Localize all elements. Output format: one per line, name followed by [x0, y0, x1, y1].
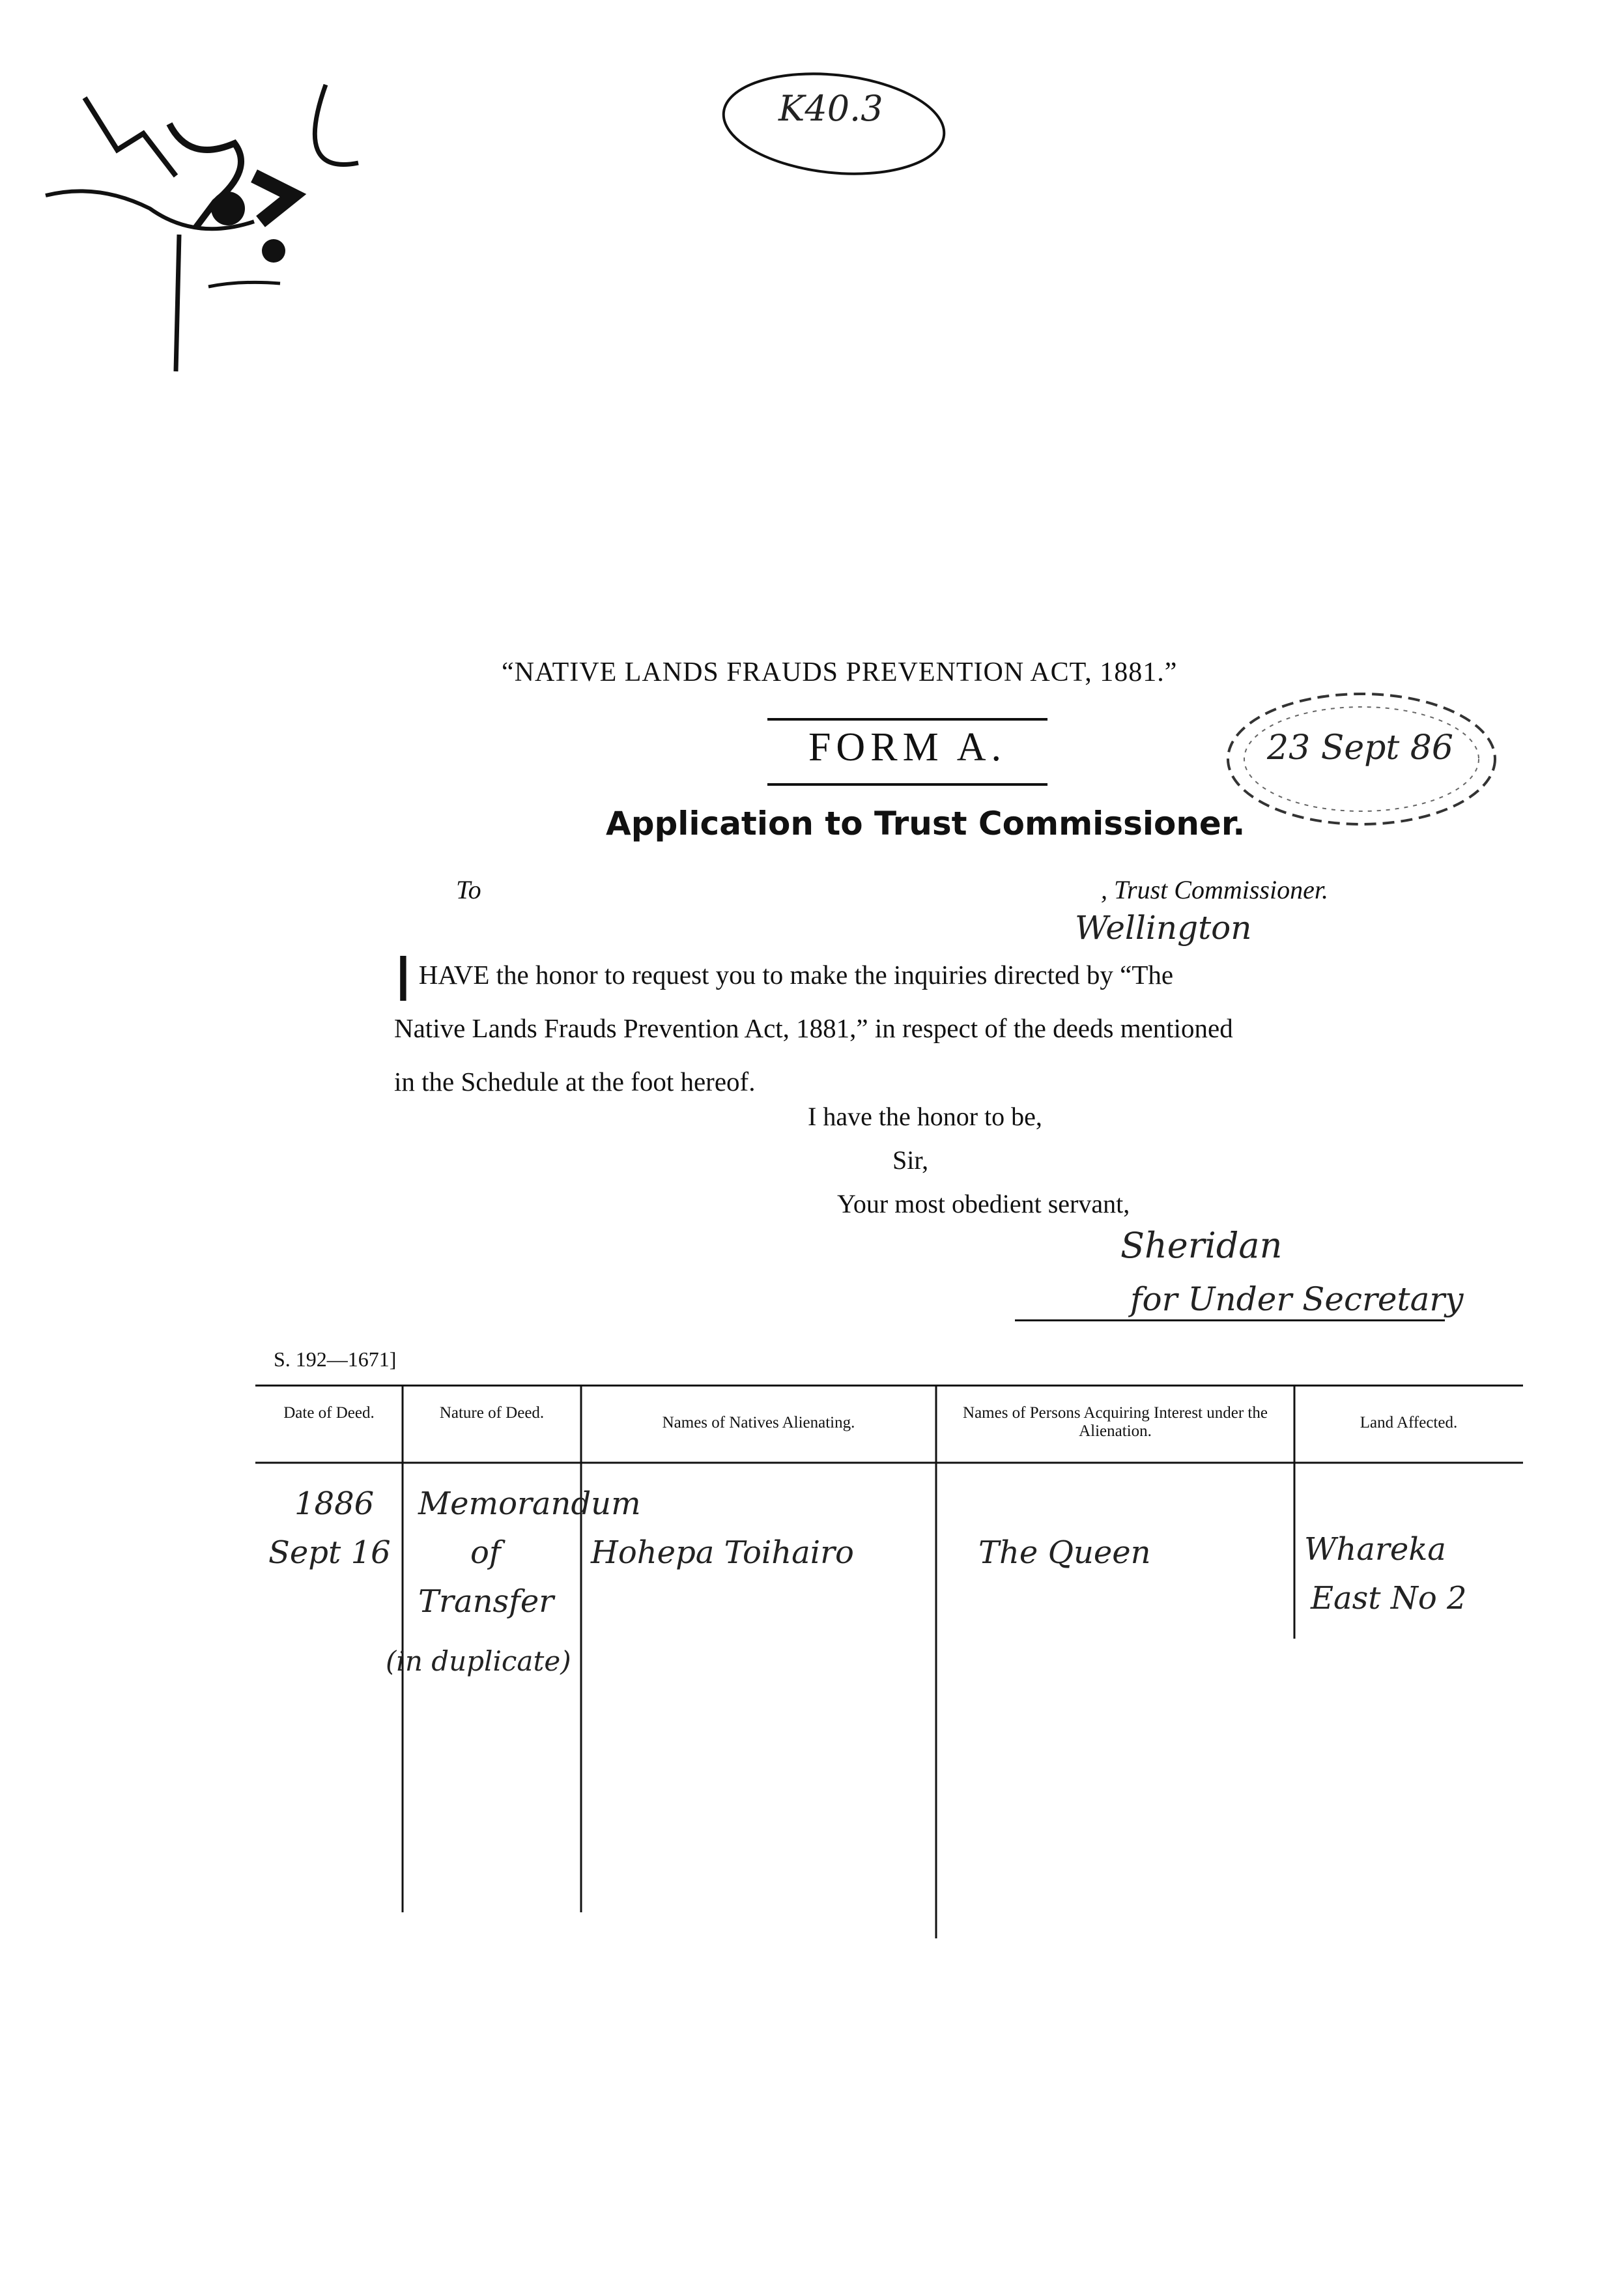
stamp-date: 23 Sept 86 [1267, 728, 1453, 768]
trust-commissioner-label: , Trust Commissioner. [1101, 875, 1328, 904]
cell-land-line-1: Whareka [1304, 1531, 1446, 1568]
cell-nature-line-3: Transfer [418, 1583, 554, 1620]
closing-line-1: I have the honor to be, [808, 1102, 1042, 1131]
body-paragraph [394, 942, 1423, 1108]
to-label: To [456, 875, 481, 904]
signature-name: Sheridan [1120, 1225, 1283, 1266]
closing-line-3: Your most obedient servant, [837, 1189, 1130, 1218]
cell-date-year: 1886 [294, 1486, 375, 1522]
closing-line-2: Sir, [892, 1145, 929, 1175]
application-title: Application to Trust Commissioner. [606, 805, 1246, 842]
header-natives-alienating: Names of Natives Alienating. [662, 1414, 855, 1431]
form-code: S. 192—1671] [274, 1347, 397, 1371]
cell-nature-line-1: Memorandum [418, 1486, 641, 1522]
signature-role: for Under Secretary [1130, 1280, 1464, 1318]
corner-ink-mark [20, 72, 384, 384]
signature-line [1015, 1319, 1445, 1321]
cell-land-line-2: East No 2 [1311, 1580, 1467, 1617]
header-persons-acquiring: Names of Persons Acquiring Interest under the Alienation. [963, 1404, 1268, 1440]
cell-date-day: Sept 16 [268, 1534, 391, 1571]
header-date-of-deed: Date of Deed. [283, 1404, 375, 1422]
reference-label: K40.3 [778, 88, 883, 129]
cell-acquirer: The Queen [978, 1534, 1151, 1571]
header-nature-of-deed: Nature of Deed. [439, 1404, 545, 1422]
cell-nature-line-2: of [470, 1534, 501, 1571]
body-line-1: HAVE the honor to request you to make the inquiries directed by “The [418, 960, 1174, 990]
commissioner-name: Wellington [1075, 909, 1252, 947]
drop-cap: I [394, 942, 412, 1015]
cell-natives-alienating: Hohepa Toihairo [591, 1534, 854, 1571]
header-land-affected: Land Affected. [1360, 1414, 1458, 1431]
form-title: FORM A. [808, 725, 1007, 769]
cell-nature-line-4: (in duplicate) [386, 1645, 571, 1677]
deed-schedule-table [255, 1385, 1523, 1945]
body-line-3: in the Schedule at the foot hereof. [394, 1067, 756, 1097]
body-line-2: Native Lands Frauds Prevention Act, 1881,” in respect of the deeds mentioned [394, 1013, 1233, 1043]
act-title: “NATIVE LANDS FRAUDS PREVENTION ACT, 1881.” [502, 657, 1178, 687]
